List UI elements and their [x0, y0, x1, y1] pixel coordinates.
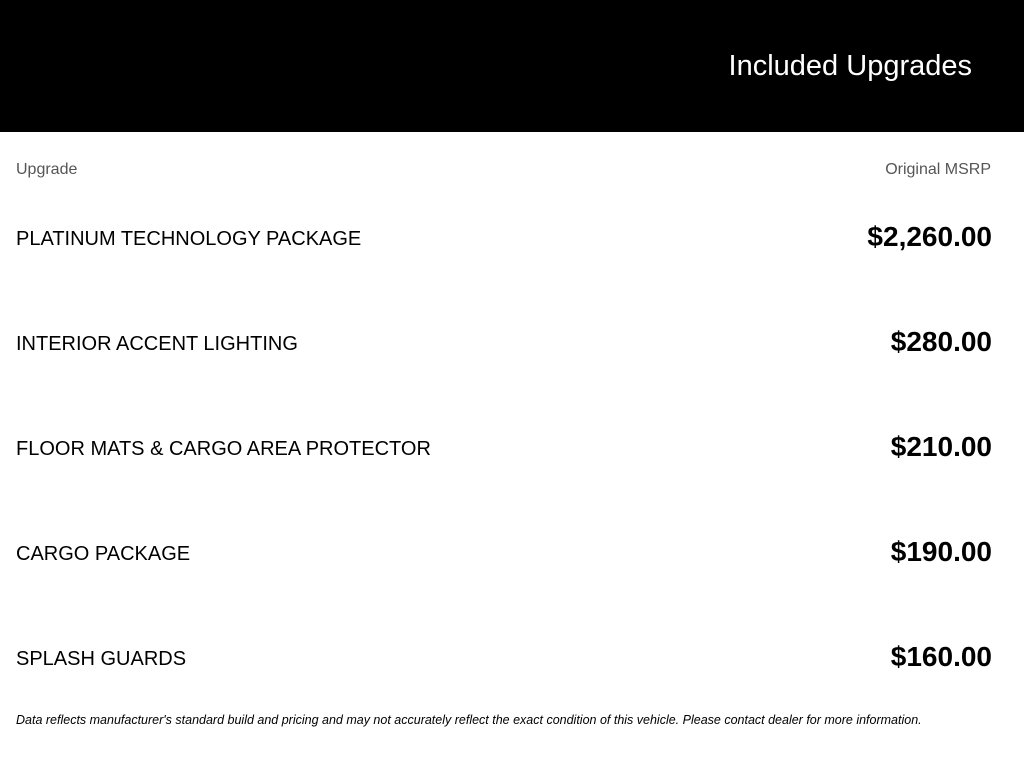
upgrade-name: SPLASH GUARDS [16, 648, 187, 670]
header-banner [0, 0, 1024, 132]
column-header-msrp: Original MSRP [885, 161, 991, 178]
upgrade-row [0, 290, 1024, 395]
upgrade-name: PLATINUM TECHNOLOGY PACKAGE [16, 228, 362, 250]
upgrade-price: $160.00 [890, 641, 992, 672]
upgrade-price: $210.00 [890, 431, 992, 462]
upgrade-row [0, 500, 1024, 605]
upgrade-row [0, 605, 1024, 710]
upgrade-row [0, 185, 1024, 290]
upgrade-name: FLOOR MATS & CARGO AREA PROTECTOR [16, 438, 431, 460]
upgrade-price: $2,260.00 [867, 221, 992, 252]
upgrade-name: CARGO PACKAGE [16, 543, 191, 565]
upgrades-list [0, 185, 1024, 710]
page-title: Included Upgrades [728, 50, 972, 82]
upgrade-name: INTERIOR ACCENT LIGHTING [16, 333, 298, 355]
upgrade-price: $190.00 [890, 536, 992, 567]
disclaimer-text: Data reflects manufacturer's standard build and pricing and may not accurately reflect the exact condition of this vehicle. Please contact dealer for more information. [16, 713, 922, 727]
upgrade-row [0, 395, 1024, 500]
upgrade-price: $280.00 [890, 326, 992, 357]
column-header-upgrade: Upgrade [16, 161, 78, 178]
